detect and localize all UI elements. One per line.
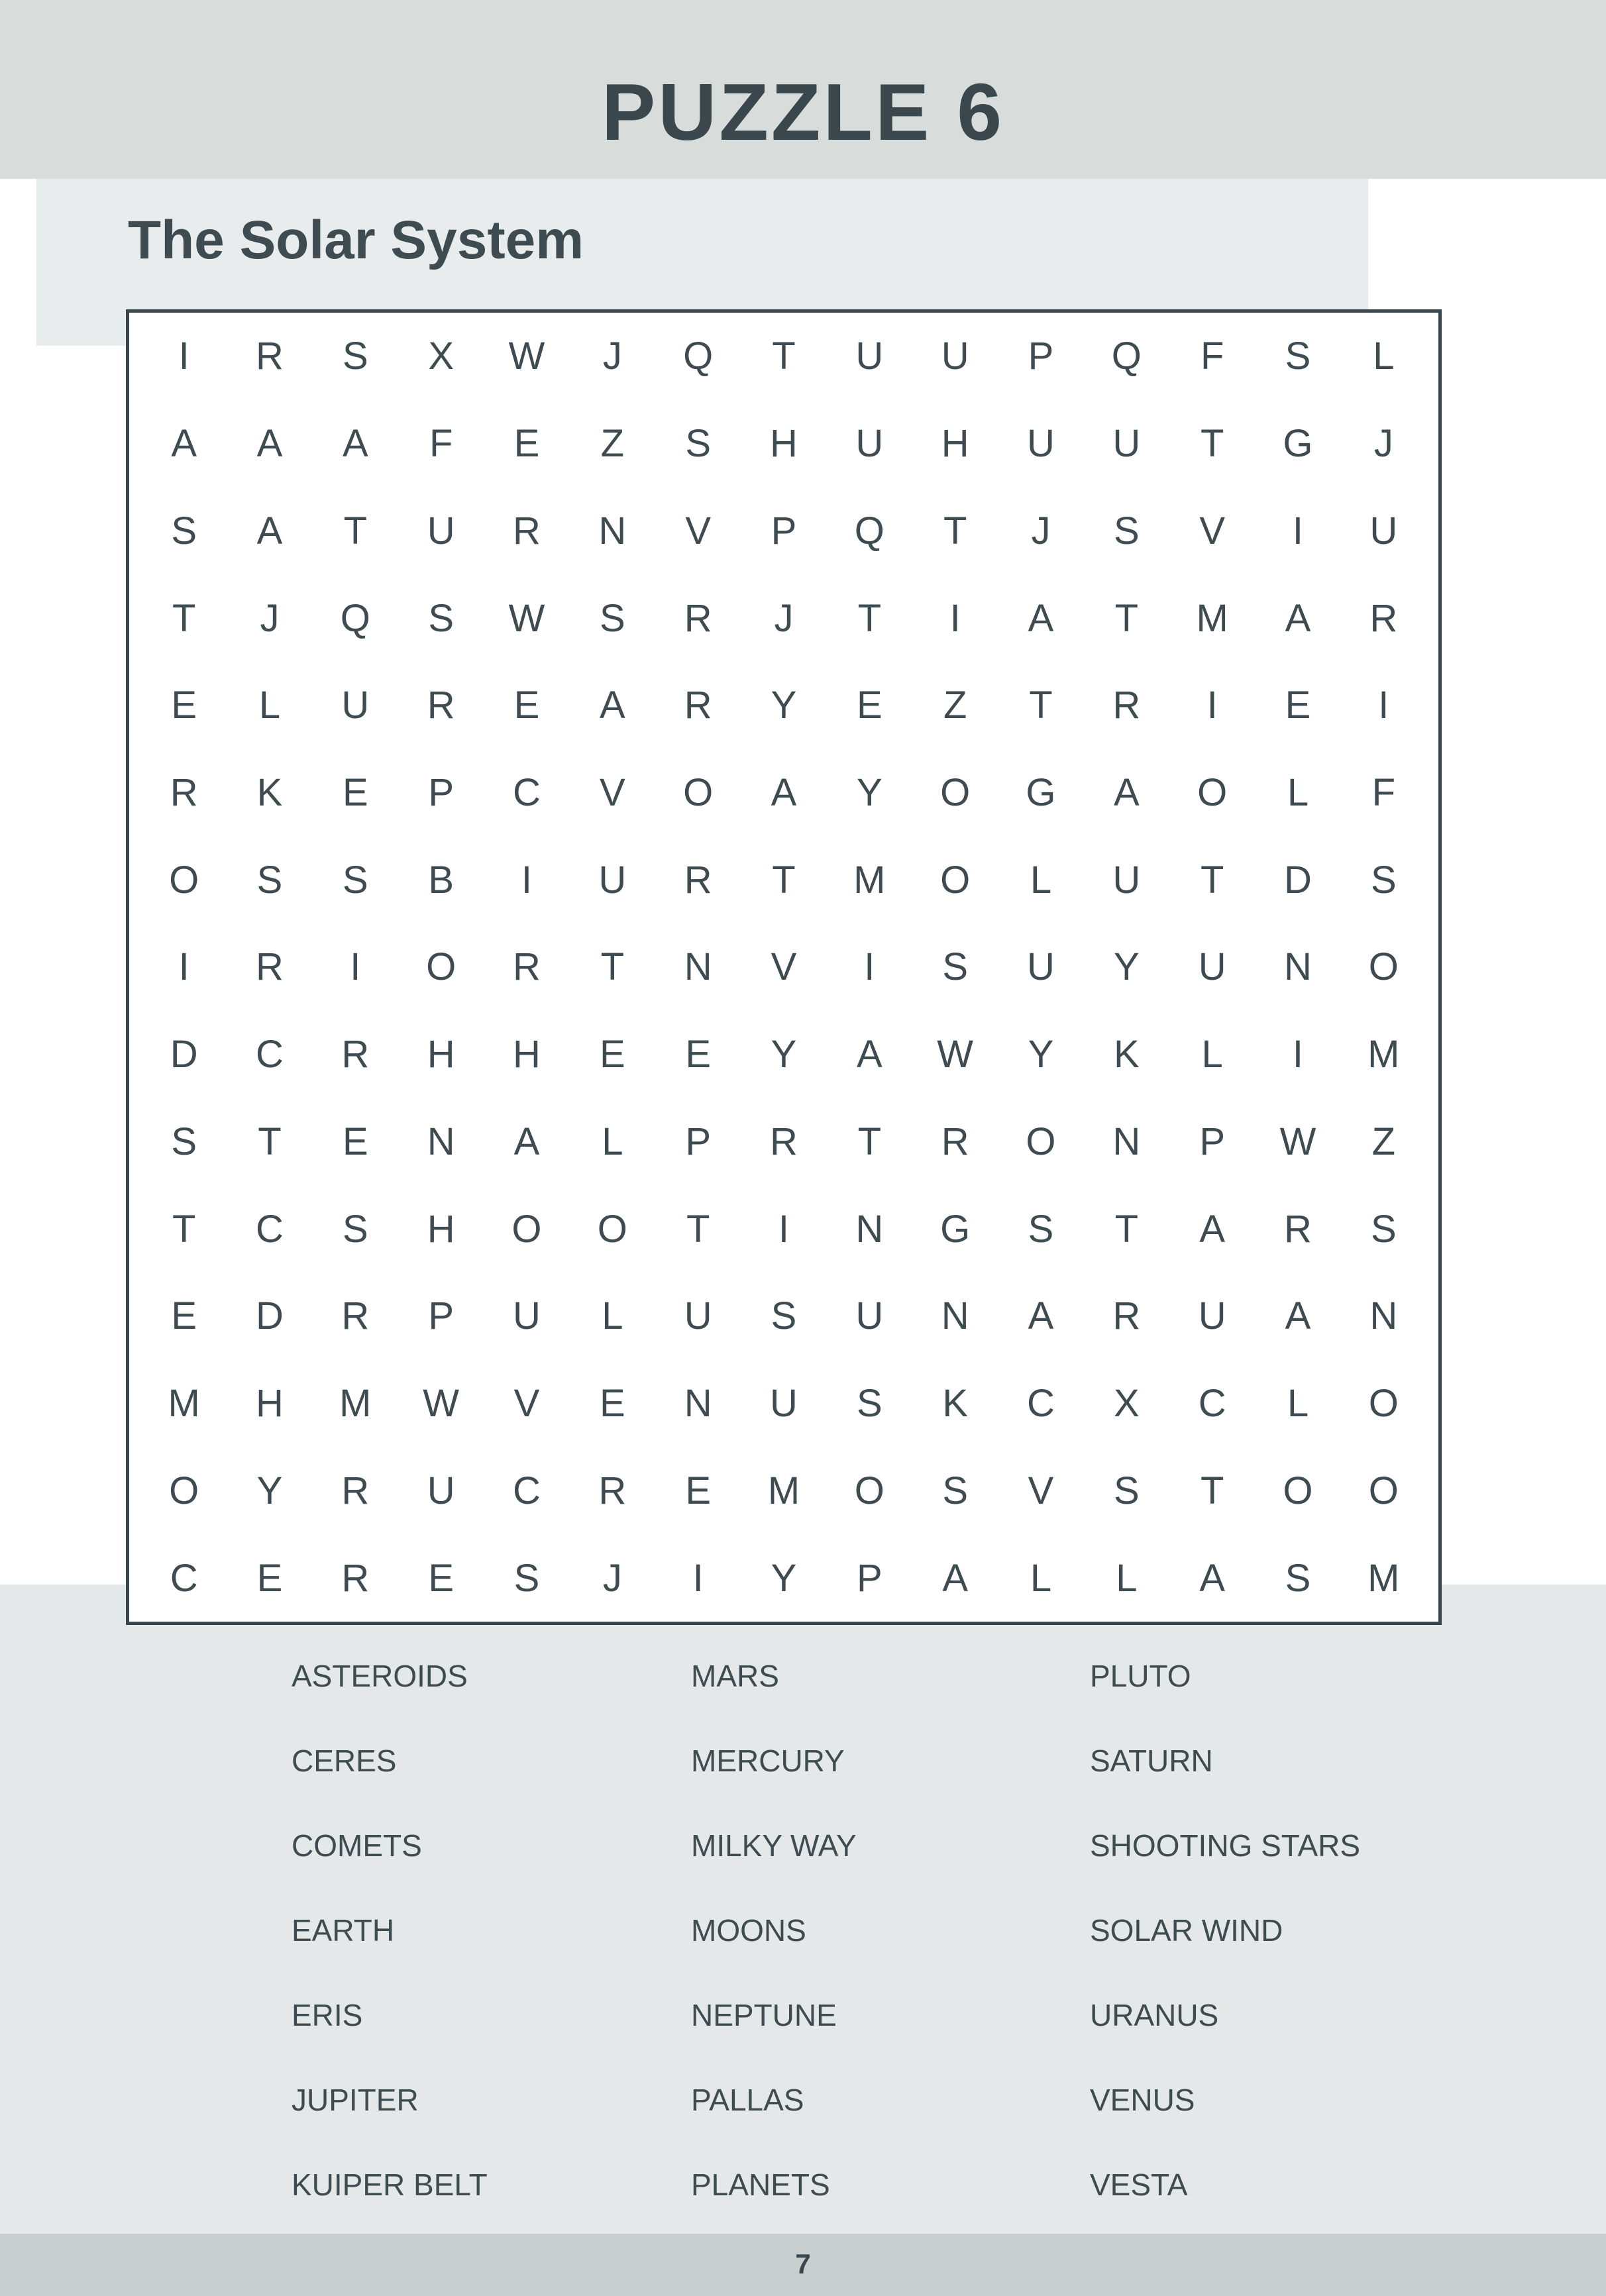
grid-letter[interactable]: Q <box>1111 335 1142 378</box>
grid-letter[interactable]: L <box>258 684 281 727</box>
grid-letter[interactable]: C <box>170 1556 198 1600</box>
grid-letter[interactable]: N <box>684 945 712 989</box>
grid-letter[interactable]: J <box>774 596 794 640</box>
grid-letter[interactable]: R <box>770 1120 798 1163</box>
grid-letter[interactable]: E <box>513 684 540 727</box>
word-list-item: URANUS <box>1090 1998 1219 2032</box>
grid-letter[interactable]: K <box>1113 1033 1140 1076</box>
grid-letter[interactable]: T <box>857 1120 882 1163</box>
grid-letter[interactable]: U <box>1112 422 1141 466</box>
grid-letter[interactable]: S <box>685 422 711 466</box>
grid-letter[interactable]: M <box>767 1469 800 1512</box>
grid-letter[interactable]: C <box>513 771 541 815</box>
grid-letter[interactable]: Y <box>1028 1033 1054 1076</box>
grid-letter[interactable]: L <box>1287 771 1309 815</box>
grid-letter[interactable]: P <box>428 1294 454 1338</box>
grid-letter[interactable]: S <box>342 1207 368 1251</box>
grid-letter[interactable]: T <box>258 1120 282 1163</box>
word-list-item: MOONS <box>691 1913 806 1948</box>
grid-letter[interactable]: L <box>1201 1033 1223 1076</box>
word-search-grid[interactable] <box>126 309 1442 1625</box>
grid-letter[interactable]: S <box>1370 858 1397 902</box>
grid-letter[interactable]: W <box>937 1033 974 1076</box>
grid-letter[interactable]: T <box>1200 858 1224 902</box>
grid-letter[interactable]: L <box>1030 858 1052 902</box>
grid-letter[interactable]: A <box>599 684 625 727</box>
grid-letter[interactable]: I <box>949 596 961 640</box>
grid-letter[interactable]: F <box>1371 771 1396 815</box>
word-list-item: PLUTO <box>1090 1659 1191 1693</box>
grid-letter[interactable]: U <box>1027 945 1055 989</box>
grid-letter[interactable]: O <box>1026 1120 1056 1163</box>
grid-letter[interactable]: I <box>692 1556 704 1600</box>
grid-letter[interactable]: I <box>778 1207 790 1251</box>
grid-letter[interactable]: M <box>853 858 886 902</box>
grid-letter[interactable]: A <box>1113 771 1140 815</box>
grid-letter[interactable]: O <box>426 945 456 989</box>
grid-letter[interactable]: R <box>1112 1294 1141 1338</box>
grid-letter[interactable]: U <box>855 335 884 378</box>
grid-letter[interactable]: R <box>598 1469 627 1512</box>
grid-letter[interactable]: O <box>1283 1469 1313 1512</box>
grid-letter[interactable]: L <box>1373 335 1395 378</box>
word-list-item: JUPITER <box>292 2083 419 2117</box>
grid-letter[interactable]: U <box>1112 858 1141 902</box>
grid-letter[interactable]: N <box>427 1120 455 1163</box>
word-list-item: VENUS <box>1090 2083 1195 2117</box>
grid-letter[interactable]: C <box>1198 1382 1226 1426</box>
grid-letter[interactable]: I <box>178 945 189 989</box>
grid-letter[interactable]: A <box>1199 1556 1225 1600</box>
grid-letter[interactable]: M <box>1367 1556 1400 1600</box>
grid-letter[interactable]: U <box>1198 1294 1226 1338</box>
grid-letter[interactable]: A <box>256 422 283 466</box>
grid-letter[interactable]: R <box>256 945 284 989</box>
grid-letter[interactable]: H <box>770 422 798 466</box>
grid-letter[interactable]: E <box>856 684 883 727</box>
grid-letter[interactable]: O <box>1368 1469 1399 1512</box>
grid-letter[interactable]: I <box>521 858 533 902</box>
grid-letter[interactable]: A <box>513 1120 540 1163</box>
grid-letter[interactable]: T <box>1114 596 1139 640</box>
word-list-item: ERIS <box>292 1998 363 2032</box>
puzzle-subtitle: The Solar System <box>128 210 584 270</box>
word-list-item: SATURN <box>1090 1744 1213 1778</box>
grid-letter[interactable]: E <box>428 1556 454 1600</box>
grid-letter[interactable]: H <box>427 1207 455 1251</box>
grid-letter[interactable]: U <box>598 858 627 902</box>
grid-letter[interactable]: O <box>854 1469 884 1512</box>
grid-letter[interactable]: V <box>513 1382 540 1426</box>
grid-letter[interactable]: S <box>599 596 625 640</box>
grid-letter[interactable]: T <box>1200 422 1224 466</box>
grid-letter[interactable]: J <box>1373 422 1393 466</box>
grid-letter[interactable]: I <box>1292 509 1304 552</box>
grid-letter[interactable]: C <box>256 1033 284 1076</box>
grid-letter[interactable]: U <box>427 1469 455 1512</box>
grid-letter[interactable]: O <box>940 771 971 815</box>
grid-letter[interactable]: X <box>428 335 454 378</box>
grid-letter[interactable]: T <box>1029 684 1053 727</box>
grid-letter[interactable]: M <box>168 1382 200 1426</box>
grid-letter[interactable]: C <box>256 1207 284 1251</box>
grid-letter[interactable]: E <box>171 684 197 727</box>
grid-letter[interactable]: Y <box>771 684 797 727</box>
grid-letter[interactable]: H <box>256 1382 284 1426</box>
grid-letter[interactable]: R <box>1284 1207 1312 1251</box>
grid-letter[interactable]: R <box>513 945 541 989</box>
grid-letter[interactable]: T <box>172 1207 196 1251</box>
grid-letter[interactable]: S <box>1028 1207 1054 1251</box>
grid-letter[interactable]: T <box>343 509 368 552</box>
grid-letter[interactable]: O <box>683 771 714 815</box>
grid-letter[interactable]: R <box>941 1120 969 1163</box>
word-list-item: ASTEROIDS <box>292 1659 468 1693</box>
grid-letter[interactable]: U <box>1198 945 1226 989</box>
grid-letter[interactable]: U <box>513 1294 541 1338</box>
grid-letter[interactable]: Y <box>1113 945 1140 989</box>
grid-letter[interactable]: D <box>256 1294 284 1338</box>
page-number: 7 <box>795 2248 811 2279</box>
grid-letter[interactable]: E <box>1285 684 1311 727</box>
grid-letter[interactable]: A <box>942 1556 968 1600</box>
grid-letter[interactable]: F <box>1200 335 1224 378</box>
word-list-item: MERCURY <box>691 1744 845 1778</box>
grid-letter[interactable]: S <box>342 335 368 378</box>
word-list-item: EARTH <box>292 1913 395 1948</box>
grid-letter[interactable]: O <box>511 1207 542 1251</box>
grid-letter[interactable]: A <box>1199 1207 1225 1251</box>
grid-letter[interactable]: T <box>772 335 796 378</box>
grid-letter[interactable]: A <box>771 771 797 815</box>
grid-letter[interactable]: O <box>169 1469 199 1512</box>
grid-letter[interactable]: E <box>685 1033 711 1076</box>
grid-letter[interactable]: T <box>686 1207 710 1251</box>
grid-letter[interactable]: P <box>856 1556 883 1600</box>
grid-letter[interactable]: O <box>1197 771 1228 815</box>
grid-letter[interactable]: U <box>684 1294 712 1338</box>
grid-letter[interactable]: T <box>172 596 196 640</box>
grid-letter[interactable]: L <box>602 1294 623 1338</box>
word-list-item: MILKY WAY <box>691 1828 857 1863</box>
grid-letter[interactable]: A <box>256 509 283 552</box>
word-list-item: SOLAR WIND <box>1090 1913 1283 1948</box>
grid-letter[interactable]: R <box>684 684 712 727</box>
grid-letter[interactable]: S <box>771 1294 797 1338</box>
grid-letter[interactable]: R <box>684 596 712 640</box>
grid-letter[interactable]: N <box>1369 1294 1398 1338</box>
grid-letter[interactable]: S <box>342 858 368 902</box>
grid-letter[interactable]: U <box>1027 422 1055 466</box>
grid-letter[interactable]: U <box>427 509 455 552</box>
grid-letter[interactable]: J <box>260 596 280 640</box>
grid-letter[interactable]: A <box>1028 1294 1054 1338</box>
grid-letter[interactable]: U <box>770 1382 798 1426</box>
grid-letter[interactable]: R <box>1112 684 1141 727</box>
word-list-item: CERES <box>292 1744 397 1778</box>
grid-letter[interactable]: C <box>1027 1382 1055 1426</box>
grid-letter[interactable]: P <box>428 771 454 815</box>
word-list-item: KUIPER BELT <box>292 2167 488 2202</box>
grid-letter[interactable]: Y <box>256 1469 283 1512</box>
word-list <box>292 1656 1484 2250</box>
grid-letter[interactable]: S <box>1113 1469 1140 1512</box>
grid-letter[interactable]: H <box>427 1033 455 1076</box>
grid-letter[interactable]: P <box>1199 1120 1225 1163</box>
grid-letter[interactable]: L <box>602 1120 623 1163</box>
grid-letter[interactable]: U <box>941 335 969 378</box>
grid-letter[interactable]: J <box>602 335 622 378</box>
grid-letter[interactable]: O <box>169 858 199 902</box>
grid-letter[interactable]: H <box>513 1033 541 1076</box>
grid-letter[interactable]: A <box>1285 1294 1311 1338</box>
word-list-item: PLANETS <box>691 2167 830 2202</box>
grid-letter[interactable]: P <box>771 509 797 552</box>
grid-letter[interactable]: V <box>685 509 711 552</box>
grid-letter[interactable]: U <box>341 684 370 727</box>
grid-letter[interactable]: A <box>342 422 368 466</box>
grid-letter[interactable]: N <box>598 509 627 552</box>
grid-letter[interactable]: Y <box>856 771 883 815</box>
grid-letter[interactable]: U <box>855 422 884 466</box>
grid-letter[interactable]: R <box>427 684 455 727</box>
grid-letter[interactable]: T <box>1200 1469 1224 1512</box>
grid-letter[interactable]: R <box>341 1033 370 1076</box>
grid-letter[interactable]: W <box>508 596 545 640</box>
page-title: PUZZLE 6 <box>601 67 1005 157</box>
grid-letter[interactable]: S <box>856 1382 883 1426</box>
grid-letter[interactable]: E <box>599 1382 625 1426</box>
grid-letter[interactable]: I <box>1206 684 1218 727</box>
grid-letter[interactable]: E <box>342 1120 368 1163</box>
grid-letter[interactable]: K <box>942 1382 968 1426</box>
grid-letter[interactable]: S <box>1113 509 1140 552</box>
grid-letter[interactable]: S <box>428 596 454 640</box>
grid-letter[interactable]: E <box>342 771 368 815</box>
grid-letter[interactable]: N <box>1112 1120 1141 1163</box>
grid-letter[interactable]: O <box>1368 1382 1399 1426</box>
grid-letter[interactable]: S <box>942 945 968 989</box>
grid-letter[interactable]: I <box>1378 684 1389 727</box>
grid-letter[interactable]: V <box>599 771 625 815</box>
grid-letter[interactable]: T <box>772 858 796 902</box>
grid-letter[interactable]: E <box>599 1033 625 1076</box>
word-list-item: COMETS <box>292 1828 422 1863</box>
grid-letter[interactable]: W <box>1279 1120 1316 1163</box>
grid-letter[interactable]: Y <box>771 1556 797 1600</box>
grid-letter[interactable]: N <box>1284 945 1312 989</box>
grid-letter[interactable]: E <box>513 422 540 466</box>
grid-letter[interactable]: I <box>178 335 189 378</box>
grid-letter[interactable]: Q <box>683 335 714 378</box>
grid-letter[interactable]: E <box>256 1556 283 1600</box>
grid-letter[interactable]: I <box>350 945 361 989</box>
grid-letter[interactable]: N <box>855 1207 884 1251</box>
grid-letter[interactable]: V <box>771 945 797 989</box>
grid-letter[interactable]: W <box>423 1382 460 1426</box>
grid-letter[interactable]: H <box>941 422 969 466</box>
grid-letter[interactable]: R <box>341 1556 370 1600</box>
grid-letter[interactable]: L <box>1116 1556 1138 1600</box>
grid-letter[interactable]: S <box>1370 1207 1397 1251</box>
grid-letter[interactable]: T <box>943 509 967 552</box>
word-list-item: VESTA <box>1090 2167 1188 2202</box>
grid-letter[interactable]: T <box>857 596 882 640</box>
grid-letter[interactable]: B <box>428 858 454 902</box>
grid-letter[interactable]: Z <box>943 684 967 727</box>
grid-letter[interactable]: T <box>1114 1207 1139 1251</box>
grid-letter[interactable]: Q <box>340 596 370 640</box>
grid-letter[interactable]: R <box>513 509 541 552</box>
grid-letter[interactable]: A <box>856 1033 883 1076</box>
grid-letter[interactable]: J <box>602 1556 622 1600</box>
grid-letter[interactable]: S <box>1285 1556 1311 1600</box>
grid-letter[interactable]: W <box>508 335 545 378</box>
grid-letter[interactable]: M <box>1196 596 1228 640</box>
grid-letter[interactable]: M <box>1367 1033 1400 1076</box>
grid-letter[interactable]: A <box>171 422 197 466</box>
grid-letter[interactable]: P <box>1028 335 1054 378</box>
grid-letter[interactable]: S <box>1285 335 1311 378</box>
grid-letter[interactable]: L <box>1287 1382 1309 1426</box>
grid-letter[interactable]: Z <box>1371 1120 1396 1163</box>
grid-letter[interactable]: E <box>171 1294 197 1338</box>
grid-letter[interactable]: G <box>940 1207 971 1251</box>
grid-letter[interactable]: L <box>1030 1556 1052 1600</box>
grid-letter[interactable]: A <box>1285 596 1311 640</box>
grid-letter[interactable]: P <box>685 1120 711 1163</box>
grid-letter[interactable]: D <box>170 1033 198 1076</box>
grid-letter[interactable]: S <box>513 1556 540 1600</box>
grid-letter[interactable]: R <box>256 335 284 378</box>
grid-letter[interactable]: R <box>170 771 198 815</box>
grid-letter[interactable]: J <box>1031 509 1051 552</box>
grid-letter[interactable]: V <box>1199 509 1225 552</box>
grid-letter[interactable]: O <box>940 858 971 902</box>
grid-letter[interactable]: G <box>1026 771 1056 815</box>
grid-letter[interactable]: R <box>1369 596 1398 640</box>
grid-letter[interactable]: N <box>684 1382 712 1426</box>
grid-letter[interactable]: R <box>684 858 712 902</box>
grid-letter[interactable]: I <box>864 945 875 989</box>
grid-letter[interactable]: S <box>942 1469 968 1512</box>
grid-letter[interactable]: S <box>171 509 197 552</box>
grid-letter[interactable]: F <box>429 422 453 466</box>
grid-letter[interactable]: Y <box>771 1033 797 1076</box>
grid-letter[interactable]: R <box>341 1469 370 1512</box>
grid-letter[interactable]: U <box>855 1294 884 1338</box>
grid-letter[interactable]: N <box>941 1294 969 1338</box>
grid-letter[interactable]: Z <box>600 422 625 466</box>
grid-letter[interactable]: D <box>1284 858 1312 902</box>
grid-letter[interactable]: Q <box>854 509 884 552</box>
grid-letter[interactable]: V <box>1028 1469 1054 1512</box>
grid-letter[interactable]: C <box>513 1469 541 1512</box>
word-list-item: PALLAS <box>691 2083 804 2117</box>
grid-letter[interactable]: S <box>171 1120 197 1163</box>
grid-letter[interactable]: R <box>341 1294 370 1338</box>
grid-letter[interactable]: G <box>1283 422 1313 466</box>
word-list-item: NEPTUNE <box>691 1998 837 2032</box>
grid-letter[interactable]: K <box>256 771 283 815</box>
grid-letter[interactable]: A <box>1028 596 1054 640</box>
grid-letter[interactable]: I <box>1292 1033 1304 1076</box>
grid-letter[interactable]: E <box>685 1469 711 1512</box>
grid-letter[interactable]: M <box>339 1382 372 1426</box>
grid-letter[interactable]: U <box>1369 509 1398 552</box>
grid-letter[interactable]: T <box>600 945 625 989</box>
word-list-item: MARS <box>691 1659 779 1693</box>
grid-letter[interactable]: O <box>1368 945 1399 989</box>
grid-letter[interactable]: X <box>1113 1382 1140 1426</box>
grid-letter[interactable]: O <box>597 1207 627 1251</box>
grid-letter[interactable]: S <box>256 858 283 902</box>
word-list-item: SHOOTING STARS <box>1090 1828 1361 1863</box>
